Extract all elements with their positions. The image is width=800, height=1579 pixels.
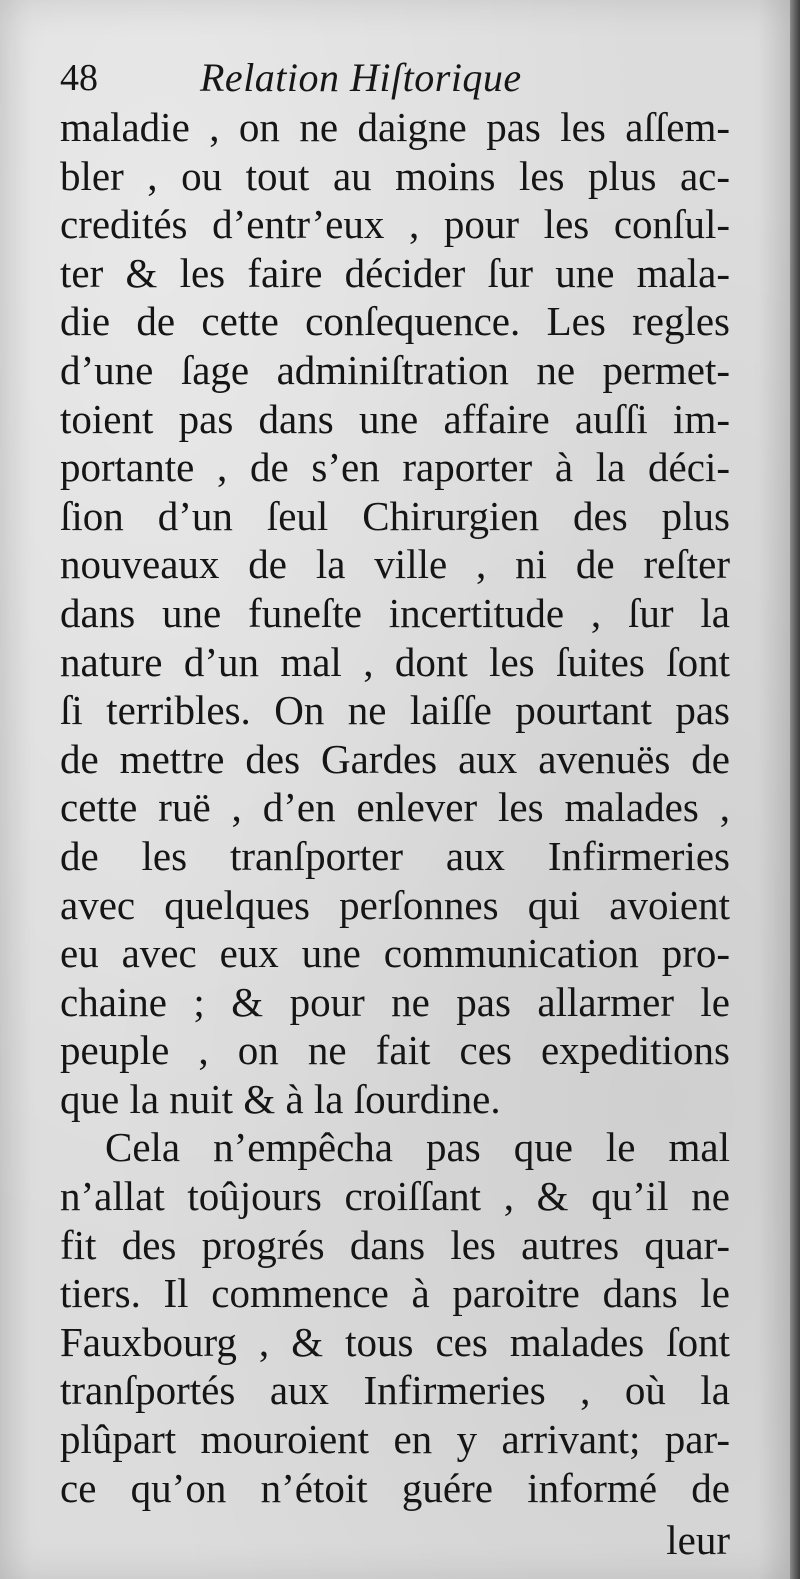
- paragraph-end-line: que la nuit & à la ſourdine.: [60, 1075, 501, 1122]
- text-line: credités d’entr’eux , pour les conſul-: [60, 201, 730, 248]
- text-line: Fauxbourg , & tous ces malades ſont: [60, 1318, 730, 1365]
- body-text: [60, 103, 730, 1565]
- text-line: ſion d’un ſeul Chirurgien des plus: [60, 492, 730, 539]
- catchword: leur: [666, 1517, 730, 1564]
- running-head: [60, 56, 730, 102]
- page-number: 48: [60, 57, 98, 99]
- page-edge-shadow: [790, 0, 800, 1579]
- text-line: avec quelques perſonnes qui avoient: [60, 881, 730, 928]
- text-line: n’allat toûjours croiſſant , & qu’il ne: [60, 1173, 730, 1220]
- text-line: bler , ou tout au moins les plus ac-: [60, 152, 730, 199]
- text-line: peuple , on ne fait ces expeditions: [60, 1027, 730, 1074]
- text-line: nature d’un mal , dont les ſuites ſont: [60, 638, 730, 685]
- running-title: Relation Hiſtorique: [200, 55, 522, 100]
- text-line: portante , de s’en raporter à la déci-: [60, 444, 730, 491]
- text-line: ſi terribles. On ne laiſſe pourtant pas: [60, 687, 730, 734]
- text-line: plûpart mouroient en y arrivant; par-: [60, 1416, 730, 1463]
- text-line: die de cette conſequence. Les regles: [60, 298, 730, 345]
- text-line: de les tranſporter aux Infirmeries: [60, 832, 730, 879]
- text-line: ce qu’on n’étoit guére informé de: [60, 1464, 730, 1511]
- text-line: tiers. Il commence à paroitre dans le: [60, 1270, 730, 1317]
- text-line: de mettre des Gardes aux avenuës de: [60, 735, 730, 782]
- text-line: nouveaux de la ville , ni de reſter: [60, 541, 730, 588]
- text-line: toient pas dans une affaire auſſi im-: [60, 395, 730, 442]
- text-line: chaine ; & pour ne pas allarmer le: [60, 978, 730, 1025]
- text-line: tranſportés aux Infirmeries , où la: [60, 1367, 730, 1414]
- text-line: d’une ſage adminiſtration ne permet-: [60, 346, 730, 393]
- text-line: fit des progrés dans les autres quar-: [60, 1221, 730, 1268]
- text-line: dans une funeſte incertitude , ſur la: [60, 589, 730, 636]
- text-line: ter & les faire décider ſur une mala-: [60, 249, 730, 296]
- paragraph-start-line: Cela n’empêcha pas que le mal: [105, 1124, 730, 1171]
- text-line: maladie , on ne daigne pas les aſſem-: [60, 104, 730, 150]
- text-line: eu avec eux une communication pro-: [60, 930, 730, 977]
- text-line: cette ruë , d’en enlever les malades ,: [60, 784, 730, 831]
